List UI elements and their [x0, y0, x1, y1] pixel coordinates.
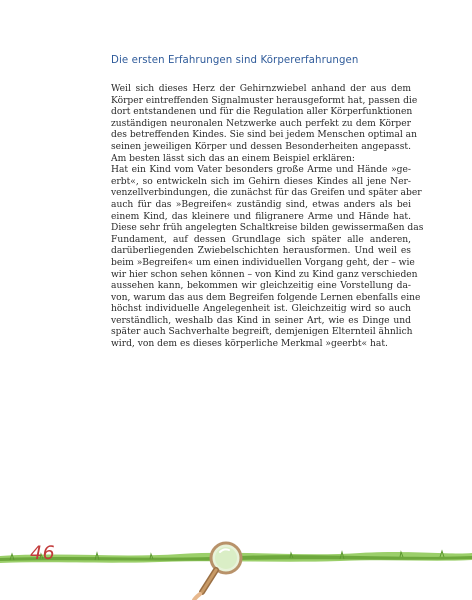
- text-line: später auch Sachverhalte begreift, demjenigen Elternteil ähnlich: [111, 327, 413, 338]
- text-line: verständlich, weshalb das Kind in seiner Art, wie es Dinge und: [111, 315, 411, 326]
- text-line: beim »Begreifen« um einen individuellen Vorgang geht, der – wie: [111, 257, 415, 268]
- text-line: seinen jeweiligen Körper und dessen Besonderheiten angepasst.: [111, 141, 411, 152]
- text-line: höchst individuelle Angelegenheit ist. Gleichzeitig wird so auch: [111, 304, 411, 315]
- text-line: Fundament, auf dessen Grundlage sich später alle anderen,: [111, 234, 411, 245]
- page-number: 46: [30, 542, 56, 564]
- text-line: aussehen kann, bekommen wir gleichzeitig eine Vorstellung da-: [111, 281, 411, 292]
- text-line: Diese sehr früh angelegten Schaltkreise bilden gewissermaßen das: [111, 223, 424, 234]
- text-line: venzellverbindungen, die zunächst für das Greifen und später aber: [111, 188, 422, 199]
- body-text: [111, 84, 424, 351]
- text-line: einem Kind, das kleinere und filigranere Arme und Hände hat.: [111, 211, 411, 222]
- text-line: wird, von dem es dieses körperliche Merkmal »geerbt« hat.: [111, 339, 388, 350]
- text-line: auch für das »Begreifen« zuständig sind, etwas anders als bei: [111, 199, 411, 210]
- text-line: von, warum das aus dem Begreifen folgende Lernen ebenfalls eine: [111, 292, 421, 303]
- text-line: Hat ein Kind vom Vater besonders große Arme und Hände »ge-: [111, 165, 411, 176]
- text-line: zuständigen neuronalen Netzwerke auch perfekt zu dem Körper: [111, 118, 411, 129]
- section-heading: Die ersten Erfahrungen sind Körpererfahrungen: [111, 55, 359, 66]
- text-line: darüberliegenden Zwiebelschichten herausformen. Und weil es: [111, 246, 411, 257]
- text-line: erbt«, so entwickeln sich im Gehirn dieses Kindes all jene Ner-: [111, 176, 411, 187]
- text-line: Körper eintreffenden Signalmuster herausgeformt hat, passen die: [111, 95, 418, 106]
- text-line: Am besten lässt sich das an einem Beispiel erklären:: [111, 153, 355, 164]
- text-line: Weil sich dieses Herz der Gehirnzwiebel anhand der aus dem: [111, 84, 411, 94]
- text-line: dort entstandenen und für die Regulation aller Körperfunktionen: [111, 107, 413, 118]
- text-line: wir hier schon sehen können – von Kind zu Kind ganz verschieden: [111, 269, 418, 280]
- magnifying-glass-icon: [186, 536, 266, 600]
- text-line: des betreffenden Kindes. Sie sind bei jedem Menschen optimal an: [111, 130, 418, 141]
